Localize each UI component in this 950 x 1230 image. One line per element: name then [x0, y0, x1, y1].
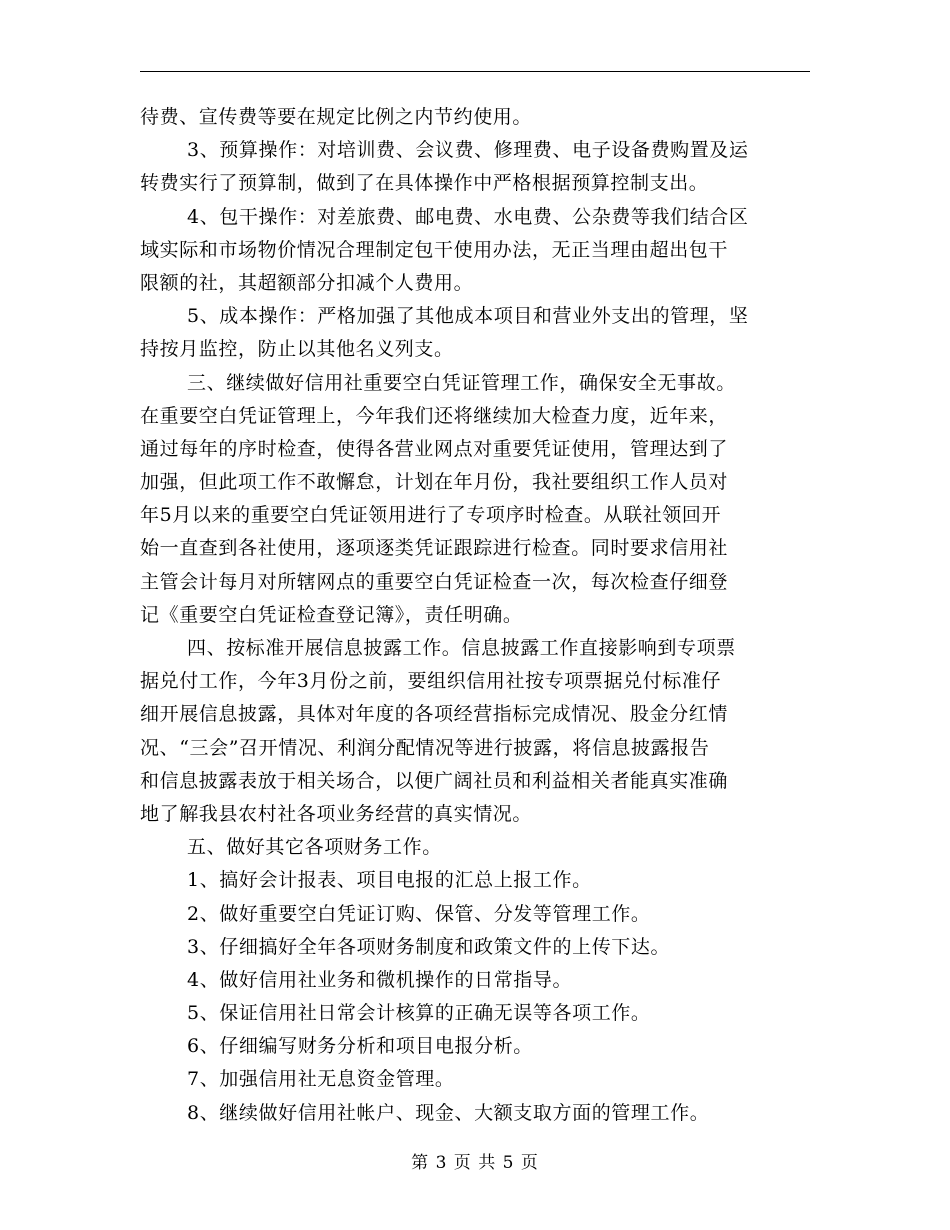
text-line: 3、仔细搞好全年各项财务制度和政策文件的上传下达。: [187, 935, 671, 958]
text-line: 4、做好信用社业务和微机操作的日常指导。: [187, 968, 573, 991]
text-line: 4、包干操作：对差旅费、邮电费、水电费、公杂费等我们结合区: [187, 205, 749, 228]
text-line: 记《重要空白凭证检查登记簿》，责任明确。: [140, 603, 523, 626]
text-line: 7、加强信用社无息资金管理。: [187, 1068, 455, 1091]
text-line: 3、预算操作：对培训费、会议费、修理费、电子设备费购置及运: [187, 139, 749, 162]
text-line: 五、做好其它各项财务工作。: [187, 836, 442, 859]
page-number-footer: 第 3 页 共 5 页: [411, 1153, 539, 1173]
text-line: 转费实行了预算制，做到了在具体操作中严格根据预算控制支出。: [140, 172, 709, 195]
text-line: 主管会计每月对所辖网点的重要空白凭证检查一次，每次检查仔细登: [140, 570, 729, 593]
text-line: 限额的社，其超额部分扣减个人费用。: [140, 271, 474, 294]
text-line: 四、按标准开展信息披露工作。信息披露工作直接影响到专项票: [187, 637, 736, 659]
text-line: 域实际和市场物价情况合理制定包干使用办法，无正当理由超出包干: [140, 238, 729, 261]
header-rule: [140, 71, 810, 72]
text-line: 8、继续做好信用社帐户、现金、大额支取方面的管理工作。: [187, 1101, 710, 1124]
text-line: 三、继续做好信用社重要空白凭证管理工作，确保安全无事故。: [187, 371, 736, 394]
text-line: 待费、宣传费等要在规定比例之内节约使用。: [140, 106, 533, 128]
text-line: 况、“三会”召开情况、利润分配情况等进行披露，将信息披露报告: [140, 736, 710, 759]
document-body: [140, 101, 810, 1130]
text-line: 通过每年的序时检查，使得各营业网点对重要凭证使用，管理达到了: [140, 437, 729, 460]
text-line: 年5月以来的重要空白凭证领用进行了专项序时检查。从联社领回开: [140, 504, 722, 527]
text-line: 加强，但此项工作不敢懈怠，计划在年月份，我社要组织工作人员对: [140, 471, 729, 494]
text-line: 细开展信息披露，具体对年度的各项经营指标完成情况、股金分红情: [140, 703, 729, 726]
text-line: 据兑付工作，今年3月份之前，要组织信用社按专项票据兑付标准仔: [140, 670, 722, 693]
text-line: 地了解我县农村社各项业务经营的真实情况。: [140, 802, 533, 825]
text-line: 和信息披露表放于相关场合，以便广阔社员和利益相关者能真实准确: [140, 769, 729, 792]
text-line: 5、成本操作：严格加强了其他成本项目和营业外支出的管理，坚: [187, 305, 749, 328]
text-line: 始一直查到各社使用，逐项逐类凭证跟踪进行检查。同时要求信用社: [140, 537, 729, 560]
text-line: 在重要空白凭证管理上，今年我们还将继续加大检查力度，近年来，: [140, 404, 729, 427]
text-line: 2、做好重要空白凭证订购、保管、分发等管理工作。: [187, 902, 651, 925]
text-line: 持按月监控，防止以其他名义列支。: [140, 338, 454, 361]
text-line: 6、仔细编写财务分析和项目电报分析。: [187, 1035, 533, 1058]
text-line: 5、保证信用社日常会计核算的正确无误等各项工作。: [187, 1002, 651, 1025]
text-line: 1、搞好会计报表、项目电报的汇总上报工作。: [187, 869, 592, 892]
